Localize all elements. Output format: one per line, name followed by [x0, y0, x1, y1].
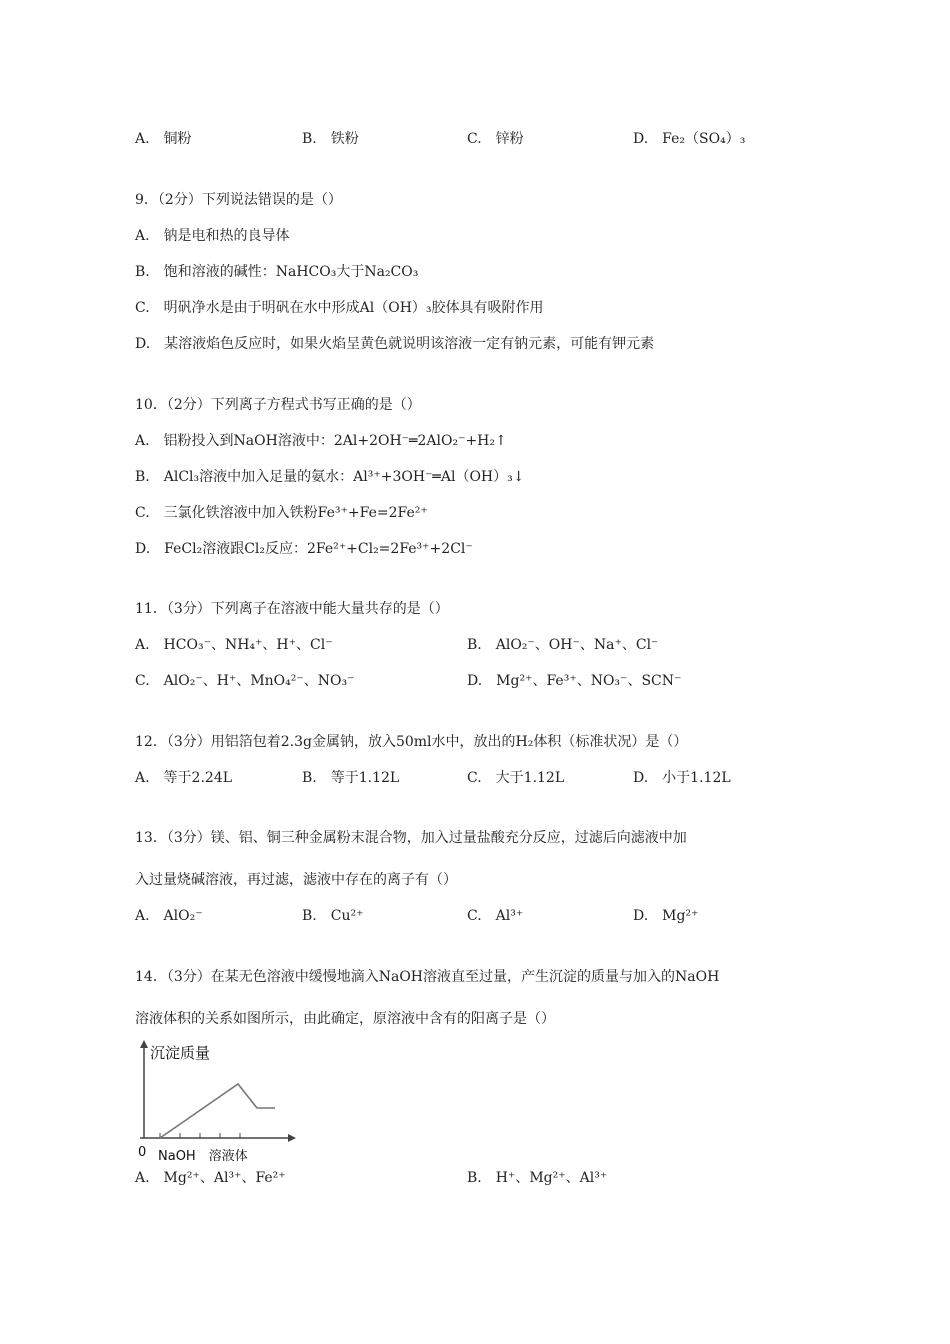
q14-stem-line2: 溶液体积的关系如图所示，由此确定，原溶液中含有的阳离子是（） [135, 1011, 555, 1027]
q13-option-d: D. Mg²⁺ [633, 908, 699, 924]
q13-option-c: C. Al³⁺ [467, 908, 524, 924]
q8-option-b: B. 铁粉 [302, 131, 359, 147]
origin-label: 0 [138, 1145, 147, 1160]
q12-option-b: B. 等于1.12L [302, 770, 400, 786]
q10-option-c: C. 三氯化铁溶液中加入铁粉Fe³⁺+Fe=2Fe²⁺ [135, 505, 428, 521]
q12-option-a: A. 等于2.24L [135, 770, 233, 786]
q10-option-d: D. FeCl₂溶液跟Cl₂反应：2Fe²⁺+Cl₂=2Fe³⁺+2Cl⁻ [135, 541, 473, 557]
y-axis-arrow [140, 1040, 148, 1048]
q10-option-a: A. 铝粉投入到NaOH溶液中：2Al+2OH⁻═2AlO₂⁻+H₂↑ [135, 433, 507, 449]
q9-stem: 9．（2分）下列说法错误的是（） [135, 192, 342, 208]
q8-option-c: C. 锌粉 [467, 131, 524, 147]
q14-stem-line1: 14．（3分）在某无色溶液中缓慢地滴入NaOH溶液直至过量，产生沉淀的质量与加入的NaOH [135, 969, 720, 985]
q9-option-b: B. 饱和溶液的碱性：NaHCO₃大于Na₂CO₃ [135, 264, 419, 280]
q11-stem: 11．（3分）下列离子在溶液中能大量共存的是（） [135, 601, 449, 617]
q9-option-c: C. 明矾净水是由于明矾在水中形成Al（OH）₃胶体具有吸附作用 [135, 300, 544, 316]
q13-option-b: B. Cu²⁺ [302, 908, 364, 924]
q11-option-b: B. AlO₂⁻、OH⁻、Na⁺、Cl⁻ [467, 637, 659, 653]
q14-precipitate-graph [130, 1040, 310, 1165]
q8-option-d: D. Fe₂（SO₄）₃ [633, 131, 746, 147]
q12-option-c: C. 大于1.12L [467, 770, 565, 786]
x-axis-arrow [288, 1134, 296, 1142]
q12-stem: 12．（3分）用铝箔包着2.3g金属钠，放入50ml水中，放出的H₂体积（标准状况）是（） [135, 734, 688, 750]
q10-option-b: B. AlCl₃溶液中加入足量的氨水：Al³⁺+3OH⁻═Al（OH）₃↓ [135, 469, 525, 485]
q11-option-d: D. Mg²⁺、Fe³⁺、NO₃⁻、SCN⁻ [467, 673, 682, 689]
q13-stem-line2: 入过量烧碱溶液，再过滤，滤液中存在的离子有（） [135, 872, 457, 888]
q14-option-b: B. H⁺、Mg²⁺、Al³⁺ [467, 1170, 608, 1186]
q12-option-d: D. 小于1.12L [633, 770, 731, 786]
x-axis-label: NaOH 溶液体 [158, 1149, 248, 1164]
q11-option-a: A. HCO₃⁻、NH₄⁺、H⁺、Cl⁻ [135, 637, 333, 653]
q14-option-a: A. Mg²⁺、Al³⁺、Fe²⁺ [135, 1170, 286, 1186]
q13-option-a: A. AlO₂⁻ [135, 908, 203, 924]
q9-option-d: D. 某溶液焰色反应时，如果火焰呈黄色就说明该溶液一定有钠元素，可能有钾元素 [135, 336, 655, 352]
q13-stem-line1: 13．（3分）镁、铝、铜三种金属粉末混合物，加入过量盐酸充分反应，过滤后向滤液中加 [135, 830, 687, 846]
precipitate-curve [160, 1084, 275, 1138]
q8-option-a: A. 铜粉 [135, 131, 192, 147]
q10-stem: 10．（2分）下列离子方程式书写正确的是（） [135, 397, 421, 413]
q11-option-c: C. AlO₂⁻、H⁺、MnO₄²⁻、NO₃⁻ [135, 673, 355, 689]
q9-option-a: A. 钠是电和热的良导体 [135, 228, 290, 244]
y-axis-label: 沉淀质量 [150, 1044, 211, 1062]
